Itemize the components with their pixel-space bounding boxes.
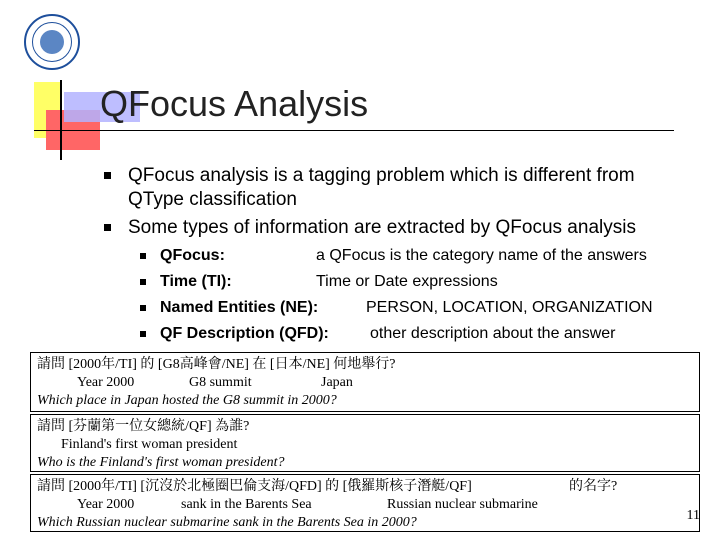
example-2-question: 請問 [芬蘭第一位女總統/QF] 為誰?	[37, 419, 250, 434]
page-number: 11	[686, 508, 700, 523]
example-1-gloss-2: G8 summit	[189, 375, 252, 390]
example-3-question: 請問 [2000年/TI] [沉沒於北極圈巴倫支海/QFD] 的 [俄羅斯核子潛艇/QF]	[37, 479, 472, 494]
example-box-2	[30, 414, 700, 472]
bullet-marker	[104, 172, 111, 179]
example-3-question-end: 的名字?	[569, 479, 618, 494]
example-2-translation: Who is the Finland's first woman president?	[37, 455, 285, 470]
sub-desc-ne: PERSON, LOCATION, ORGANIZATION	[366, 299, 653, 316]
sub-term-time: Time (TI):	[160, 273, 232, 290]
example-3-gloss-3: Russian nuclear submarine	[387, 497, 538, 512]
slide-title: QFocus Analysis	[100, 83, 369, 124]
university-logo	[24, 14, 80, 70]
sub-bullet-marker	[140, 253, 146, 259]
bullet-1-line-2: QType classification	[128, 189, 297, 210]
sub-desc-qfocus: a QFocus is the category name of the answers	[316, 247, 647, 264]
bullet-marker	[104, 224, 111, 231]
example-box-3	[30, 474, 700, 532]
decor-vertical-line	[60, 80, 62, 160]
sub-bullet-marker	[140, 305, 146, 311]
sub-bullet-marker	[140, 331, 146, 337]
sub-desc-time: Time or Date expressions	[316, 273, 498, 290]
example-1-translation: Which place in Japan hosted the G8 summit in 2000?	[37, 393, 337, 408]
example-box-1	[30, 352, 700, 412]
example-1-gloss-3: Japan	[321, 375, 353, 390]
sub-term-qfd: QF Description (QFD):	[160, 325, 329, 342]
sub-desc-qfd: other description about the answer	[370, 325, 616, 342]
decor-horizontal-line	[34, 130, 674, 131]
sub-term-ne: Named Entities (NE):	[160, 299, 319, 316]
example-3-translation: Which Russian nuclear submarine sank in the Barents Sea in 2000?	[37, 515, 417, 530]
example-3-gloss-2: sank in the Barents Sea	[181, 497, 312, 512]
sub-bullet-marker	[140, 279, 146, 285]
example-2-gloss-1: Finland's first woman president	[61, 437, 238, 452]
example-3-gloss-1: Year 2000	[77, 497, 135, 512]
bullet-2: Some types of information are extracted by QFocus analysis	[128, 217, 636, 238]
example-1-gloss-1: Year 2000	[77, 375, 135, 390]
bullet-1-line-1: QFocus analysis is a tagging problem which is different from	[128, 165, 635, 186]
logo-core	[40, 30, 64, 54]
sub-term-qfocus: QFocus:	[160, 247, 225, 264]
example-1-question: 請問 [2000年/TI] 的 [G8高峰會/NE] 在 [日本/NE] 何地舉行?	[37, 357, 396, 372]
